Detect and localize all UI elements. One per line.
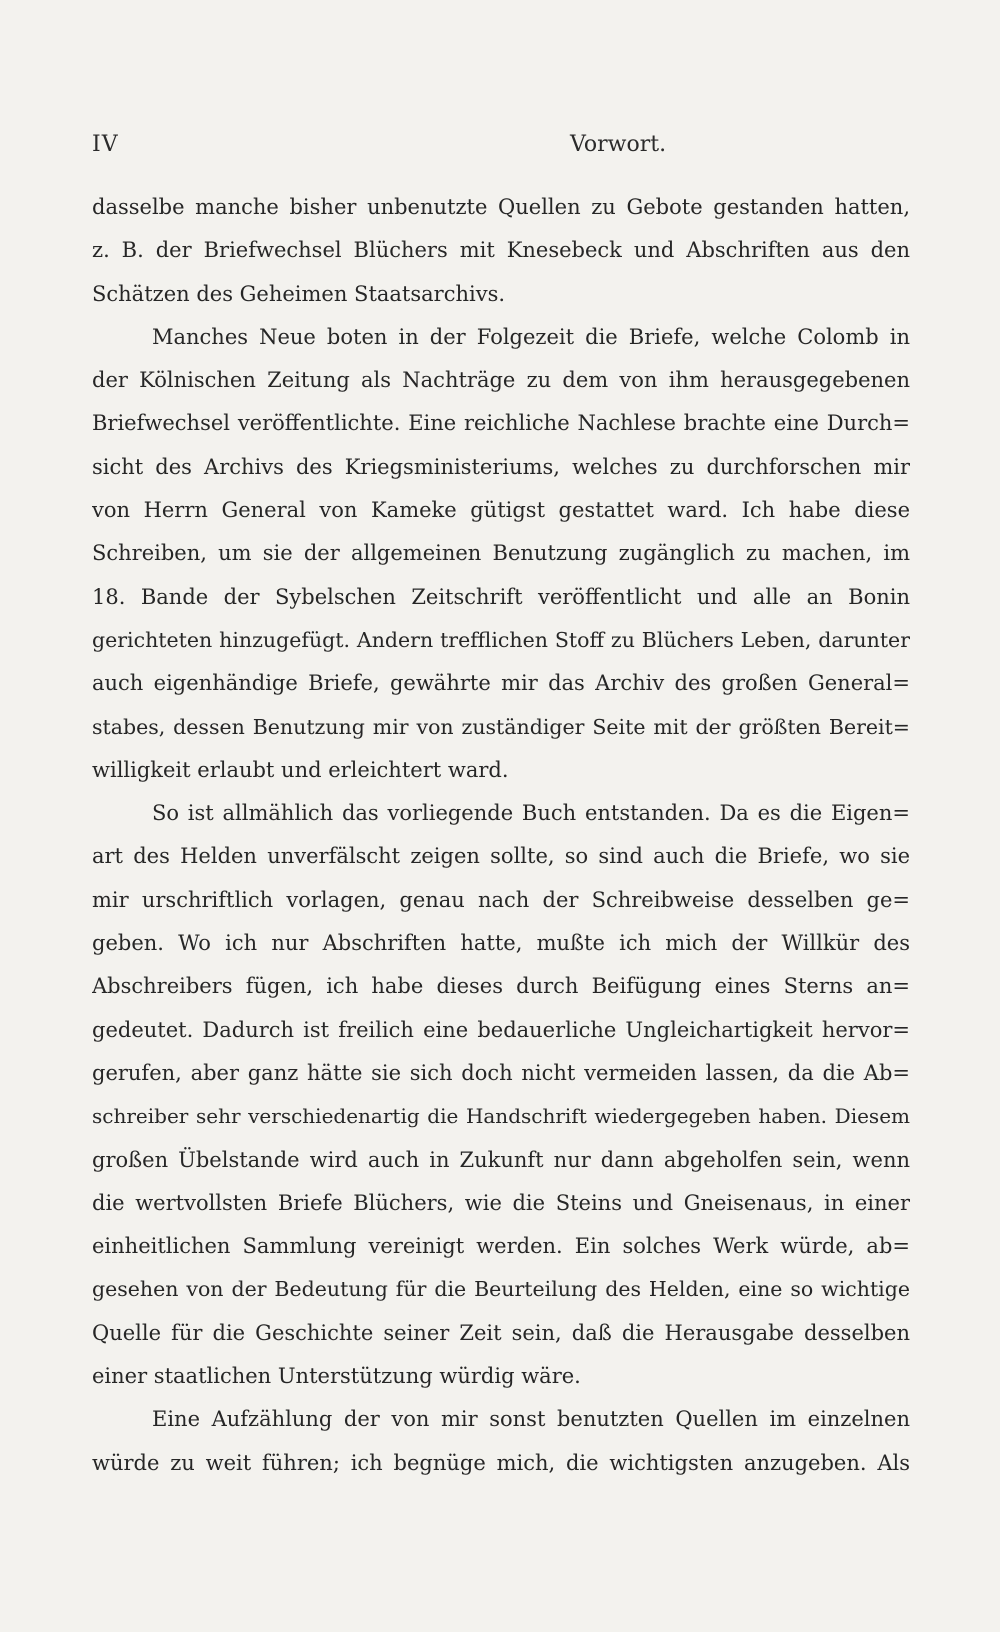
text-line: stabes, dessen Benutzung mir von zuständiger Seite mit der größten Bereit= [92,714,910,739]
text-line: willigkeit erlaubt und erleichtert ward. [92,757,509,782]
text-line: mir urschriftlich vorlagen, genau nach der Schreibweise desselben ge= [92,887,910,912]
text-line: Eine Aufzählung der von mir sonst benutzten Quellen im einzelnen [152,1407,910,1432]
text-line: So ist allmählich das vorliegende Buch entstanden. Da es die Eigen= [152,801,910,826]
text-line: z. B. der Briefwechsel Blüchers mit Knesebeck und Abschriften aus den [92,238,910,263]
text-line: geben. Wo ich nur Abschriften hatte, mußte ich mich der Willkür des [92,931,910,956]
text-line: einer staatlichen Unterstützung würdig wäre. [92,1364,581,1389]
text-line: Briefwechsel veröffentlichte. Eine reichliche Nachlese brachte eine Durch= [92,411,910,436]
text-line: Schätzen des Geheimen Staatsarchivs. [92,281,506,306]
text-line: sicht des Archivs des Kriegsministeriums, welches zu durchforschen mir [92,454,910,479]
running-head-title: Vorwort. [570,132,667,157]
text-line: Quelle für die Geschichte seiner Zeit sein, daß die Herausgabe desselben [92,1320,910,1345]
paragraph-2 [92,316,910,792]
text-line: gedeutet. Dadurch ist freilich eine bedauerliche Ungleichartigkeit hervor= [92,1017,910,1042]
text-line: großen Übelstande wird auch in Zukunft nur dann abgeholfen sein, wenn [92,1147,910,1172]
text-line: Manches Neue boten in der Folgezeit die Briefe, welche Colomb in [152,324,910,349]
text-line: einheitlichen Sammlung vereinigt werden. Ein solches Werk würde, ab= [92,1234,910,1259]
text-line: die wertvollsten Briefe Blüchers, wie die Steins und Gneisenaus, in einer [92,1190,910,1215]
text-line: art des Helden unverfälscht zeigen sollte, so sind auch die Briefe, wo sie [92,844,910,869]
text-line: gerufen, aber ganz hätte sie sich doch nicht vermeiden lassen, da die Ab= [92,1060,910,1085]
page-number: IV [92,132,119,157]
text-line: gesehen von der Bedeutung für die Beurteilung des Helden, eine so wichtige [92,1277,910,1302]
text-line: schreiber sehr verschiedenartig die Handschrift wiedergegeben haben. Diesem [92,1104,910,1129]
paragraph-4 [92,1398,910,1485]
text-line: dasselbe manche bisher unbenutzte Quellen zu Gebote gestanden hatten, [92,195,910,219]
body-text [92,186,910,1485]
text-line: gerichteten hinzugefügt. Andern trefflichen Stoff zu Blüchers Leben, darunter [92,627,910,652]
text-line: der Kölnischen Zeitung als Nachträge zu dem von ihm herausgegebenen [92,368,910,393]
text-line: Schreiben, um sie der allgemeinen Benutzung zugänglich zu machen, im [92,541,910,566]
text-line: von Herrn General von Kameke gütigst gestattet ward. Ich habe diese [92,498,910,523]
text-line: würde zu weit führen; ich begnüge mich, die wichtigsten anzugeben. Als [92,1450,910,1475]
text-line: auch eigenhändige Briefe, gewährte mir das Archiv des großen General= [92,671,910,696]
text-line: 18. Bande der Sybelschen Zeitschrift veröffentlicht und alle an Bonin [92,584,910,609]
running-head [92,132,910,164]
text-line: Abschreibers fügen, ich habe dieses durch Beifügung eines Sterns an= [92,974,910,999]
paragraph-1 [92,186,910,316]
paragraph-3 [92,792,910,1398]
